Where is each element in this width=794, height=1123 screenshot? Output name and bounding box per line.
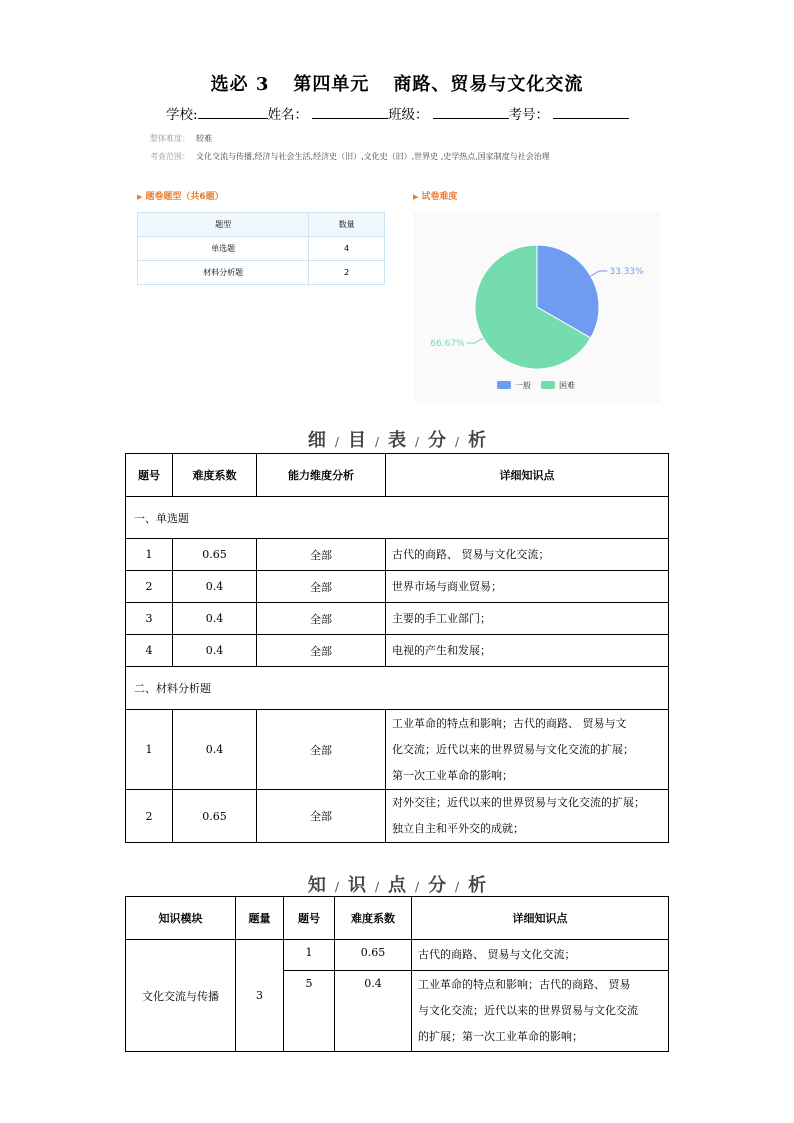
table-row: 单选题 4 xyxy=(138,237,385,261)
exam-scope: 考查范围： 文化交流与传播,经济与社会生活,经济史（旧）,文化史（旧）,世界史 ,史学热点,国家制度与社会治理 xyxy=(150,152,550,161)
pie-value-label: 66.67% xyxy=(430,339,465,350)
exam-no-label: 考号： xyxy=(508,107,550,123)
table-row: 3 0.4 全部 主要的手工业部门； xyxy=(126,603,669,635)
exam-no-blank[interactable] xyxy=(553,105,629,119)
name-label: 姓名： xyxy=(267,107,309,123)
detail-heading: 细 / 目 / 表 / 分 / 析 xyxy=(307,430,487,451)
table-row: 2 0.4 全部 世界市场与商业贸易； xyxy=(126,571,669,603)
table-row: 5 0.4 工业革命的特点和影响；古代的商路、 贸易 与文化交流；近代以来的世界贸易与文化交流 的扩展；第一次工业革命的影响； xyxy=(126,971,669,1052)
question-count: 3 xyxy=(236,940,284,1052)
class-blank[interactable] xyxy=(433,105,509,119)
table-row: 1 0.65 全部 古代的商路、 贸易与文化交流； xyxy=(126,539,669,571)
section-single-choice: 一、单选题 xyxy=(126,497,669,539)
legend-swatch xyxy=(497,381,511,389)
school-blank[interactable] xyxy=(198,105,268,119)
question-types-heading: ▶ 题卷题型（共6题） xyxy=(137,192,224,202)
name-blank[interactable] xyxy=(312,105,388,119)
table-row: 文化交流与传播 3 1 0.65 古代的商路、 贸易与文化交流； xyxy=(126,940,669,971)
table-row: 1 0.4 全部 工业革命的特点和影响；古代的商路、 贸易与文 化交流；近代以来的世界贸易与文化交流的扩展； 第一次工业革命的影响； xyxy=(126,710,669,790)
question-types-table: 题型 数量 单选题 4 材料分析题 2 xyxy=(137,212,385,285)
class-label: 班级： xyxy=(388,107,429,123)
triangle-icon: ▶ xyxy=(413,193,419,201)
knowledge-table: 知识模块 题量 题号 难度系数 详细知识点 文化交流与传播 3 1 0.65 古代的商路、 贸易与文化交流； 5 0.4 工业革命的特点和影响；古代的商路、 贸易 与文化交流；近代以来的世界贸易与文化交流 的扩展；第一次工业革命的影响； xyxy=(125,896,669,1052)
section-material-analysis: 二、材料分析题 xyxy=(126,667,669,710)
pie-leader-line xyxy=(467,338,484,343)
page-title xyxy=(0,70,794,96)
title-part-course: 选必 3 xyxy=(210,74,270,95)
knowledge-module: 文化交流与传播 xyxy=(126,940,236,1052)
detail-table: 题号 难度系数 能力维度分析 详细知识点 一、单选题 1 0.65 全部 古代的商路、 贸易与文化交流； 2 0.4 全部 世界市场与商业贸易； 3 0.4 全部 主要的手工业部门； 4 0.4 全部 电视的产生和发展； 二、材料分析题 1 0.4 全部 工业革命的特点和影响；古代的商路、 贸易与文 化交流；近代以来的世界贸易与文化交流的扩展； 第一次工业革命的影响； 2 0.65 全部 对外交往；近代以来的世界贸易与文化交流的扩展； 独立自主和平外交的成就； xyxy=(125,453,669,843)
legend-swatch xyxy=(541,381,555,389)
student-info-fields xyxy=(166,103,629,123)
legend-label: 困难 xyxy=(559,381,575,390)
pie-leader-line xyxy=(591,271,608,276)
overall-difficulty: 整体难度： 较难 xyxy=(150,134,212,143)
triangle-icon: ▶ xyxy=(137,193,143,201)
table-row: 材料分析题 2 xyxy=(138,261,385,285)
difficulty-pie-chart xyxy=(413,212,660,403)
pie-value-label: 33.33% xyxy=(609,266,644,277)
table-row: 2 0.65 全部 对外交往；近代以来的世界贸易与文化交流的扩展； 独立自主和平外交的成就； xyxy=(126,790,669,843)
title-part-topic: 商路、贸易与文化交流 xyxy=(393,74,584,95)
difficulty-chart-heading: ▶ 试卷难度 xyxy=(413,192,458,202)
legend-label: 一般 xyxy=(515,381,531,390)
knowledge-heading: 知 / 识 / 点 / 分 / 析 xyxy=(307,875,487,896)
title-part-unit: 第四单元 xyxy=(293,74,370,95)
school-label: 学校: xyxy=(166,107,198,123)
table-row: 4 0.4 全部 电视的产生和发展； xyxy=(126,635,669,667)
